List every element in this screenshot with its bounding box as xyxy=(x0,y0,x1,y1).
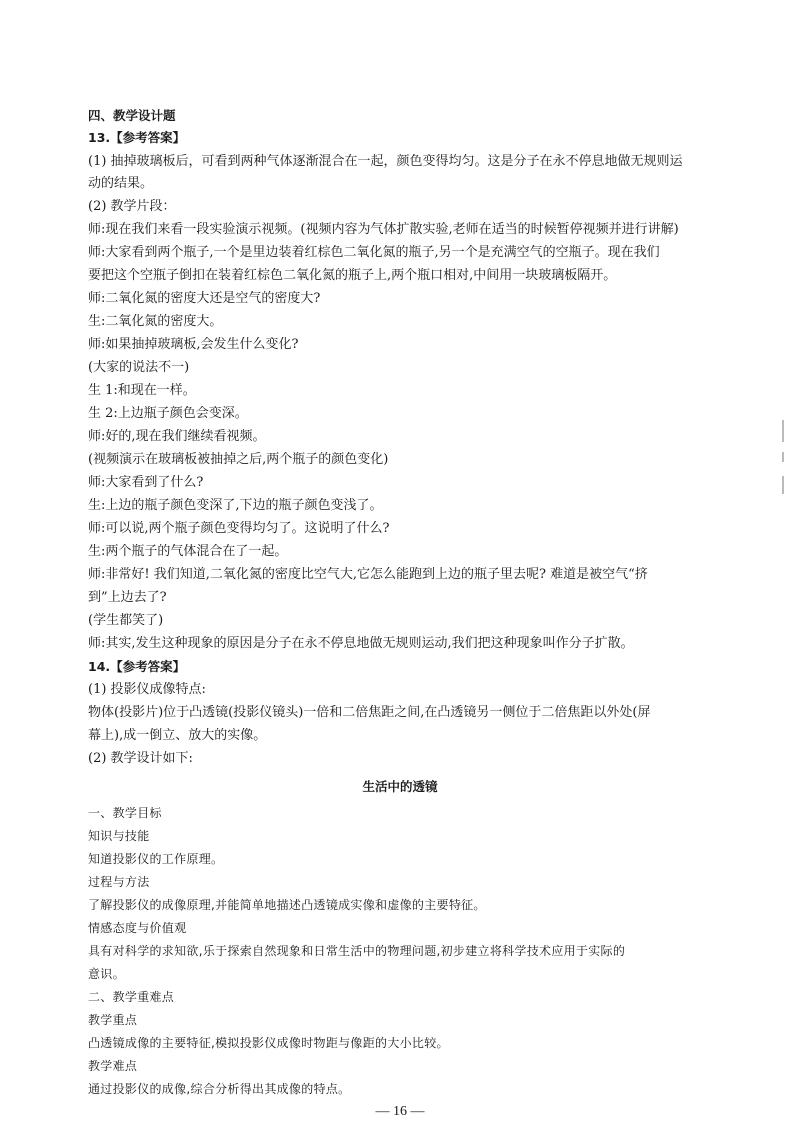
dialogue-line: 师:可以说,两个瓶子颜色变得均匀了。这说明了什么? xyxy=(88,521,390,536)
lesson-text: 凸透镜成像的主要特征,模拟投影仪成像时物距与像距的大小比较。 xyxy=(88,1036,449,1050)
dialogue-line: 生 1:和现在一样。 xyxy=(88,383,196,398)
lesson-heading: 二、教学重难点 xyxy=(88,990,175,1004)
dialogue-line: 生 2:上边瓶子颜色会变深。 xyxy=(88,406,248,421)
dialogue-line: 师:好的,现在我们继续看视频。 xyxy=(88,429,266,444)
q13-answer-label: 13.【参考答案】 xyxy=(88,130,186,145)
scan-edge-mark xyxy=(782,452,784,462)
lesson-text: 具有对科学的求知欲,乐于探索自然现象和日常生活中的物理问题,初步建立将科学技术应用于实际的 xyxy=(88,944,626,958)
q14-part1-heading: (1) 投影仪成像特点: xyxy=(88,682,206,697)
lesson-subheading: 知识与技能 xyxy=(88,829,150,843)
lesson-subheading: 教学难点 xyxy=(88,1059,138,1073)
dialogue-line: (学生都笑了) xyxy=(88,613,164,628)
dialogue-line: 要把这个空瓶子倒扣在装着红棕色二氧化氮的瓶子上,两个瓶口相对,中间用一块玻璃板隔开。 xyxy=(88,268,617,283)
dialogue-line: 到”上边去了? xyxy=(88,590,167,605)
q14-part2-heading: (2) 教学设计如下: xyxy=(88,751,193,766)
lesson-text: 通过投影仪的成像,综合分析得出其成像的特点。 xyxy=(88,1082,351,1096)
lesson-subheading: 情感态度与价值观 xyxy=(88,921,187,935)
lesson-title: 生活中的透镜 xyxy=(362,779,438,794)
dialogue-line: 生:上边的瓶子颜色变深了,下边的瓶子颜色变浅了。 xyxy=(88,498,383,513)
q13-part1-line2: 动的结果。 xyxy=(88,176,154,191)
dialogue-line: (视频演示在玻璃板被抽掉之后,两个瓶子的颜色变化) xyxy=(88,452,389,467)
dialogue-line: 师:如果抽掉玻璃板,会发生什么变化? xyxy=(88,337,299,352)
scan-edge-mark xyxy=(782,476,784,494)
q13-part1-line1: (1) 抽掉玻璃板后，可看到两种气体逐渐混合在一起，颜色变得均匀。这是分子在永不停息地做无规则运 xyxy=(88,154,683,169)
lesson-text: 意识。 xyxy=(88,967,125,981)
dialogue-line: 生:二氧化氮的密度大。 xyxy=(88,314,223,329)
lesson-subheading: 教学重点 xyxy=(88,1013,138,1027)
dialogue-line: 师:大家看到了什么? xyxy=(88,475,204,490)
dialogue-line: 师:其实,发生这种现象的原因是分子在永不停息地做无规则运动,我们把这种现象叫作分子扩散。 xyxy=(88,636,634,651)
q14-answer-label: 14.【参考答案】 xyxy=(88,659,186,674)
dialogue-line: 师:二氧化氮的密度大还是空气的密度大? xyxy=(88,291,321,306)
lesson-text: 知道投影仪的工作原理。 xyxy=(88,852,224,866)
page-number: — 16 — xyxy=(375,1104,425,1119)
q13-part2-heading: (2) 教学片段： xyxy=(88,199,176,214)
dialogue-line: 师:现在我们来看一段实验演示视频。(视频内容为气体扩散实验,老师在适当的时候暂停视频并进行讲解) xyxy=(88,222,679,237)
scan-edge-mark xyxy=(782,420,784,442)
q14-part1-line2: 幕上),成一倒立、放大的实像。 xyxy=(88,728,267,743)
section-heading: 四、教学设计题 xyxy=(88,108,176,123)
dialogue-line: 生:两个瓶子的气体混合在了一起。 xyxy=(88,544,288,559)
q14-part1-line1: 物体(投影片)位于凸透镜(投影仪镜头)一倍和二倍焦距之间,在凸透镜另一侧位于二倍焦距以外处(屏 xyxy=(88,705,651,720)
lesson-text: 了解投影仪的成像原理,并能简单地描述凸透镜成实像和虚像的主要特征。 xyxy=(88,898,486,912)
dialogue-line: (大家的说法不一) xyxy=(88,360,190,375)
lesson-heading: 一、教学目标 xyxy=(88,806,162,820)
dialogue-line: 师:非常好! 我们知道,二氧化氮的密度比空气大,它怎么能跑到上边的瓶子里去呢? 难道是被空气“挤 xyxy=(88,567,648,582)
dialogue-line: 师:大家看到两个瓶子,一个是里边装着红棕色二氧化氮的瓶子,另一个是充满空气的空瓶子。现在我们 xyxy=(88,245,660,260)
lesson-subheading: 过程与方法 xyxy=(88,875,150,889)
